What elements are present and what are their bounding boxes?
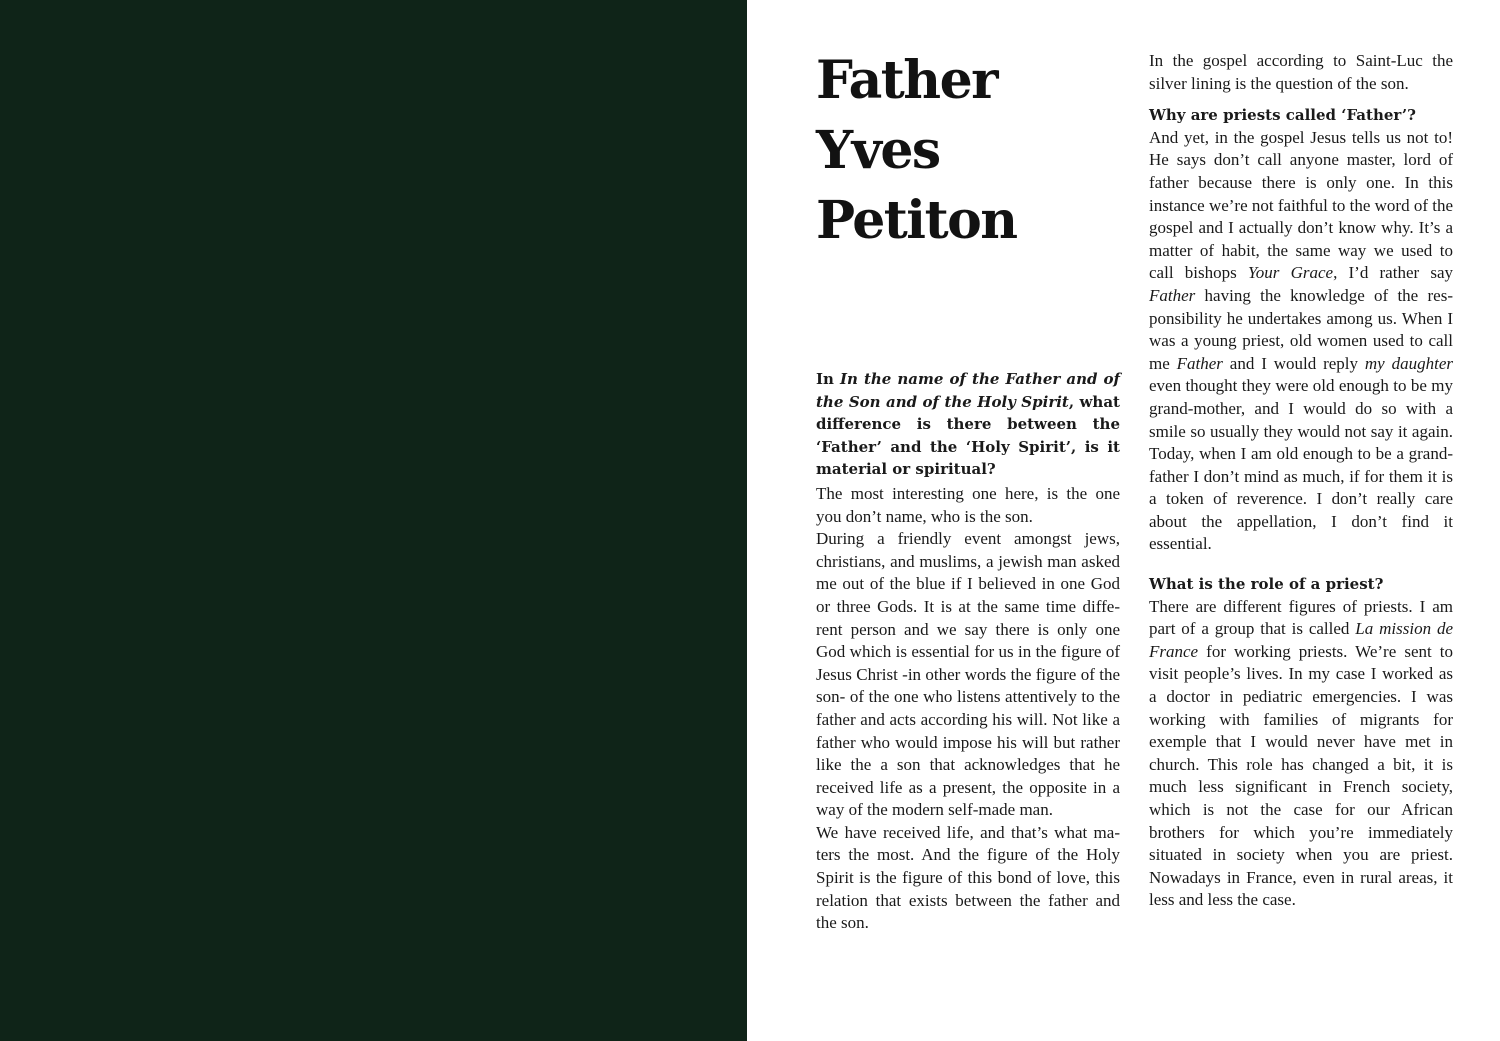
title-line-2: Yves — [816, 120, 940, 181]
question-1: In In the name of the Father and of the Son and of the Holy Spirit, what difference is there between the ‘Father’ and the ‘Holy Spirit’, is it material or spiritual? — [816, 370, 1120, 479]
question-2: Why are priests called ‘Father’? — [1149, 106, 1416, 125]
answer-2: And yet, in the gospel Jesus tells us not to! He says don’t call anyone master, lord of father because there is only one. In this instance we’re not faithful to the word of the gospel and I actually don’t know why. It’s a matter of habit, the same way we used to call bishops Your Grace, I’d rather say Father having the knowledge of the responsibility he undertakes among us. When I was a young priest, old women used to call me Father and I would reply my daughter even thought they were old enough to be my grand-mother, and I would do so with a smile so usually they would not say it again. Today, when I am old enough to be a grand-father I don’t mind as much, if for them it is a token of reverence. I don’t really care about the appellation, I don’t find it essential. — [1149, 127, 1454, 554]
intro-paragraph: In the gospel according to Saint-Luc the silver lining is the question of the son. — [1149, 51, 1453, 93]
title-line-3: Petiton — [816, 190, 1017, 251]
question-1-italic: In the name of the Father and of the Son and of the Holy Spirit — [816, 370, 1120, 411]
answer-1-paragraph-1: The most interesting one here, is the one you don’t name, who is the son. — [816, 483, 1120, 526]
answer-1-paragraph-3: We have received life, and that’s what maters the most. And the figure of the Holy Spirit is the figure of this bond of love, this relation that exists between the father and the son. — [816, 822, 1120, 933]
answer-3: There are different figures of priests. I am part of a group that is called La mission de France for working priests. We’re sent to visit people’s lives. In my case I worked as a doctor in pediatric emergencies. I was working with families of migrants for exemple that I would never have met in church. This role has changed a bit, it is much less significant in French society, which is not the case for our African brothers for which you’re immediately situated in society when you are priest. Nowadays in France, even in rural areas, it less and less the case. — [1149, 596, 1453, 910]
right-text-column — [1149, 50, 1453, 912]
dark-green-panel — [0, 0, 747, 1041]
answer-1-paragraph-2: During a friendly event amongst jews, christians, and muslims, a jewish man asked me out of the blue if I believed in one God or three Gods. It is at the same time different person and we say there is only one God which is essential for us in the figure of Jesus Christ -in other words the figure of the son- of the one who listens attentively to the father and acts according his will. Not like a father who would impose his will but rather like the a son that acknowledges that he received life as a present, the opposite in a way of the modern self-made man. — [816, 529, 1120, 820]
question-3: What is the role of a priest? — [1149, 575, 1384, 594]
title-line-1: Father — [816, 50, 998, 111]
left-text-column — [816, 368, 1120, 935]
page-title — [816, 46, 1136, 256]
